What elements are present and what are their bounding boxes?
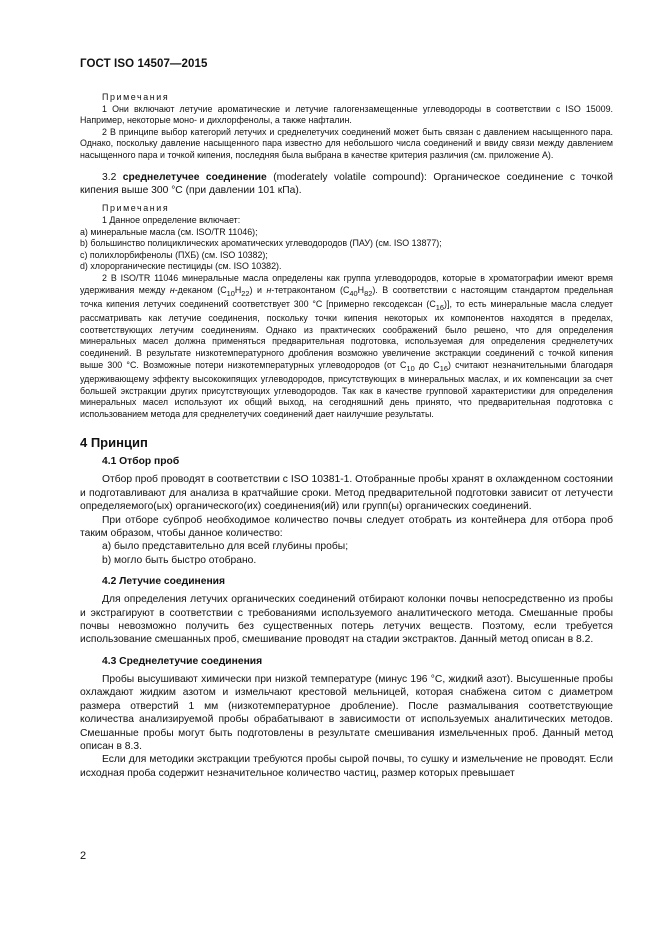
t: Н (357, 284, 365, 295)
note2-item-b: b) большинство полициклических ароматических углеводородов (ПАУ) (см. ISO 13877); (80, 238, 442, 249)
t: -деканом (С (174, 284, 227, 295)
t: -тетраконтаном (С (271, 284, 350, 295)
t: 2 В ISO/TR 11046 минеральные масла определены как группа углеводородов, которые в хроматографии имеют время удерживания между (80, 272, 613, 295)
page-number: 2 (80, 850, 87, 862)
section-4-1-title: 4.1 Отбор проб (102, 456, 180, 468)
section-4-3-p2: Если для методики экстракции требуются пробы сырой почвы, то сушку и измельчение не проводят. Если исходная проба содержит незначительное количество частиц, размер которых превышает (80, 754, 613, 779)
note2-item-c: с) полихлорбифенолы (ПХБ) (см. ISO 10382); (80, 249, 268, 260)
section-4-3-title: 4.3 Среднелетучие соединения (102, 655, 263, 667)
t: ) считают незначительными благодаря удерживающему эффекту высококипящих углеводородов, присутствующих в минеральных маслах, и их компенсации за счет большей экстракции других присутствующих углеводородов. Так как в качестве групповой характеристики для определения минеральных масел используют их общий выход, на сегодняшний день принято, что предварительная подготовка с использованием метода для среднелетучих соединений дает наилучшие результаты. (80, 359, 613, 419)
t: 16 (435, 302, 445, 312)
note-2: 2 В принципе выбор категорий летучих и среднелетучих соединений может быть связан с давлением насыщенного пара. Однако, поскольку давление насыщенного пара известно для небольшого числа соединений и ввиду связи между давлением насыщенного пара и точкой кипения, последняя была выбрана в качестве критерия различия (см. приложение А). (80, 126, 613, 160)
t: 40 (349, 288, 358, 298)
section-4-1-p2: При отборе субпроб необходимое количество почвы следует отобрать из контейнера для отбора проб таким образом, чтобы данное количество: (80, 514, 613, 540)
t: 22 (241, 288, 250, 298)
t: Н (234, 284, 242, 295)
t: до С (414, 359, 440, 370)
t: ) и (249, 284, 267, 295)
t: 82 (364, 288, 373, 298)
t: ). В соответствии с настоящим стандартом предельная точка кипения летучих соединений соответствует 300 °С [примерно гексодексан (С (80, 284, 613, 309)
note2-item-a: а) минеральные масла (см. ISO/TR 11046); (80, 226, 258, 237)
section-4-1-p1: Отбор проб проводят в соответствии с ISO 10381-1. Отобранные пробы хранят в охлажденном состоянии и подготавливают для анализа в кратчайшие сроки. Метод предварительной подготовки зависит от летучести определяемого(ых) органического(их) соединения(ий) или групп(ы) органических соединений. (80, 474, 613, 513)
note-1: 1 Они включают летучие ароматические и летучие галогензамещенные углеводороды в соответствии с ISO 15009. Например, некоторые моно- и дихлорфенолы, а также нафталин. (80, 103, 613, 126)
notes-label-2: Примечания (102, 203, 170, 214)
notes-label: Примечания (102, 92, 170, 102)
t: н (169, 284, 175, 295)
page-content (80, 92, 613, 780)
section-4-1-item-b: b) могло быть быстро отобрано. (102, 554, 257, 566)
t: 16 (439, 363, 448, 373)
definition-3-2 (80, 171, 613, 198)
note2-item-d: d) хлорорганические пестициды (см. ISO 10382). (80, 261, 282, 272)
section-4-2-title: 4.2 Летучие соединения (102, 576, 226, 588)
definition-term: среднелетучее соединение (122, 171, 267, 183)
t: 10 (406, 363, 415, 373)
definition-text: (moderately volatile compound): Органическое соединение с точкой кипения выше 300 °С (при давлении 101 кПа). (80, 171, 613, 196)
note2-2 (80, 273, 613, 420)
note2-1: 1 Данное определение включает: (102, 214, 241, 225)
document-header: ГОСТ ISO 14507—2015 (80, 58, 208, 70)
section-4-3-p1: Пробы высушивают химически при низкой температуре (минус 196 °С, жидкий азот). Высушенные пробы охлаждают жидким азотом и измельчают крестовой мельницей, которая снабжена ситом с диаметром размера отверстий 1 мм (низкотемпературное дробление). После размалывания соответствующие количества анализируемой пробы обрабатывают в зависимости от используемых аналитических методов. Смешанные пробы могут быть подготовлены в результате смешивания измельченных проб. Данный метод описан в 8.3. (80, 673, 613, 752)
section-4-2-p1: Для определения летучих органических соединений отбирают колонки почвы непосредственно из пробы и экстрагируют в соответствии с требованиями используемого аналитического метода. Смешанные пробы почвы невозможно получить без существенных потерь летучих веществ. Поэтому, если требуется использование смешанных проб, смешивание проводят на стадии экстрактов. Данный метод описан в 8.2. (80, 594, 613, 646)
t: )], то есть минеральные масла следует рассматривать как летучие соединения, поскольку точки кипения некоторых их компонентов находятся в пределах, соответствующих летучим соединениям. Однако из практических соображений было решено, что для определения минеральных масел должна применяться предварительная подготовка, используемая для определения среднелетучих соединений. В результате низкотемпературного дробления возможно увеличение экстракции соединений с точкой кипения выше 300 °С. Возможные потери низкотемпературных углеводородов (от С (80, 298, 613, 370)
t: н (266, 284, 272, 295)
t: 10 (226, 288, 235, 298)
section-4-1-item-a: а) было представительно для всей глубины пробы; (102, 541, 349, 553)
section-4-title: 4 Принцип (80, 435, 148, 451)
definition-number: 3.2 (102, 171, 123, 183)
